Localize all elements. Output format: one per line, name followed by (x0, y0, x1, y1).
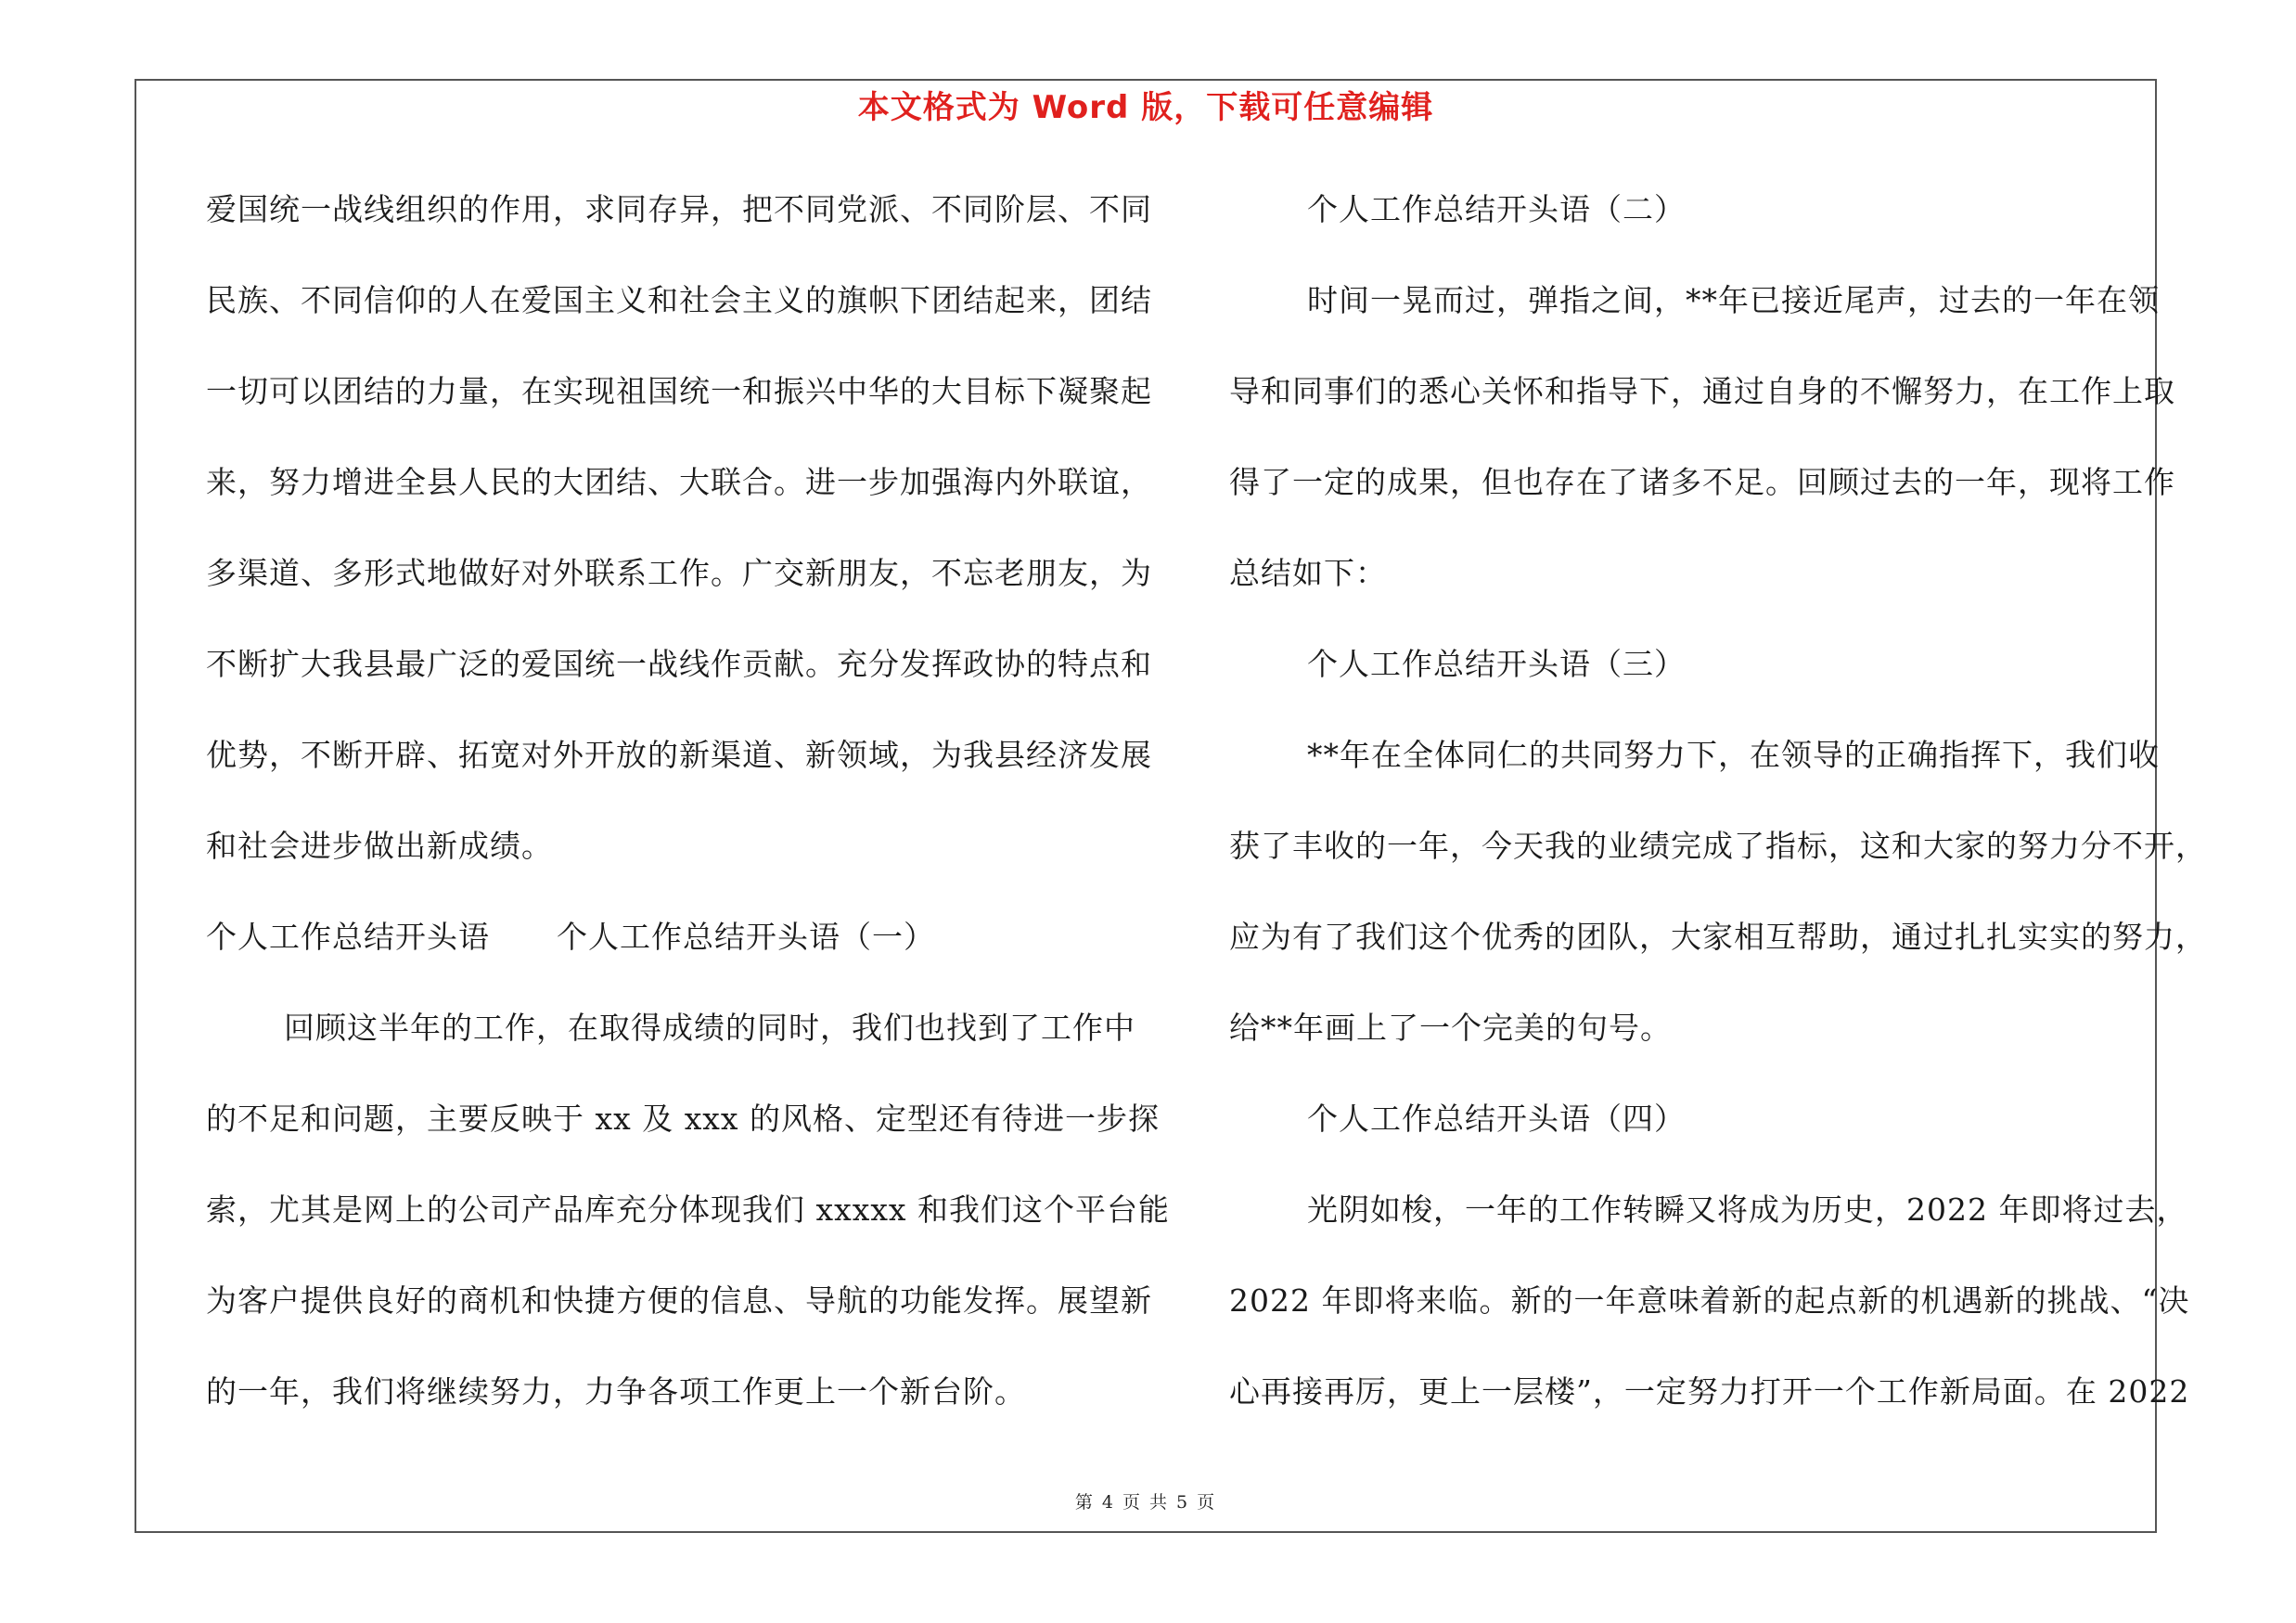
section-heading: 个人工作总结开头语（一） (557, 919, 935, 955)
paragraph-line: 时间一晃而过，弹指之间，**年已接近尾声，过去的一年在领 (1307, 282, 2160, 318)
paragraph-line: **年在全体同仁的共同努力下，在领导的正确指挥下，我们收 (1307, 737, 2160, 773)
paragraph-line: 多渠道、多形式地做好对外联系工作。广交新朋友，不忘老朋友，为 (206, 555, 1152, 591)
paragraph-line: 爱国统一战线组织的作用，求同存异，把不同党派、不同阶层、不同 (206, 191, 1152, 227)
paragraph-line: 光阴如梭，一年的工作转瞬又将成为历史，2022 年即将过去， (1307, 1191, 2188, 1228)
paragraph-line: 回顾这半年的工作，在取得成绩的同时，我们也找到了工作中 (284, 1010, 1135, 1046)
paragraph-line: 来，努力增进全县人民的大团结、大联合。进一步加强海内外联谊， (206, 464, 1152, 500)
paragraph-line: 不断扩大我县最广泛的爱国统一战线作贡献。充分发挥政协的特点和 (206, 646, 1152, 682)
document-title: 个人工作总结开头语 (206, 919, 490, 955)
paragraph-line: 得了一定的成果，但也存在了诸多不足。回顾过去的一年，现将工作 (1229, 464, 2175, 500)
paragraph-line: 给**年画上了一个完美的句号。 (1229, 1010, 1672, 1046)
section-heading: 个人工作总结开头语（二） (1307, 191, 1686, 227)
section-heading: 个人工作总结开头语（四） (1307, 1101, 1686, 1137)
paragraph-line: 总结如下： (1229, 555, 1387, 591)
section-heading-row (206, 909, 1124, 1000)
paragraph-line: 为客户提供良好的商机和快捷方便的信息、导航的功能发挥。展望新 (206, 1282, 1152, 1319)
paragraph-line: 获了丰收的一年，今天我的业绩完成了指标，这和大家的努力分不开， (1229, 828, 2207, 864)
paragraph-line: 导和同事们的悉心关怀和指导下，通过自身的不懈努力，在工作上取 (1229, 373, 2175, 409)
paragraph-line: 心再接再厉，更上一层楼”，一定努力打开一个工作新局面。在 2022 (1229, 1373, 2190, 1410)
paragraph-line: 和社会进步做出新成绩。 (206, 828, 553, 864)
paragraph-line: 的不足和问题，主要反映于 xx 及 xxx 的风格、定型还有待进一步探 (206, 1101, 1161, 1137)
paragraph-line: 优势，不断开辟、拓宽对外开放的新渠道、新领域，为我县经济发展 (206, 737, 1152, 773)
paragraph-line: 索，尤其是网上的公司产品库充分体现我们 xxxxx 和我们这个平台能 (206, 1191, 1171, 1228)
format-banner: 本文格式为 Word 版，下载可任意编辑 (857, 89, 1434, 126)
left-column (206, 182, 1171, 1455)
page-number: 第 4 页 共 5 页 (1074, 1492, 1217, 1513)
paragraph-line: 民族、不同信仰的人在爱国主义和社会主义的旗帜下团结起来，团结 (206, 282, 1152, 318)
paragraph-line: 应为有了我们这个优秀的团队，大家相互帮助，通过扎扎实实的努力， (1229, 919, 2207, 955)
right-column (1229, 182, 2207, 1455)
paragraph-line: 一切可以团结的力量，在实现祖国统一和振兴中华的大目标下凝聚起 (206, 373, 1152, 409)
paragraph-line: 2022 年即将来临。新的一年意味着新的起点新的机遇新的挑战、“决 (1229, 1282, 2190, 1319)
paragraph-line: 的一年，我们将继续努力，力争各项工作更上一个新台阶。 (206, 1373, 1026, 1410)
section-heading: 个人工作总结开头语（三） (1307, 646, 1686, 682)
